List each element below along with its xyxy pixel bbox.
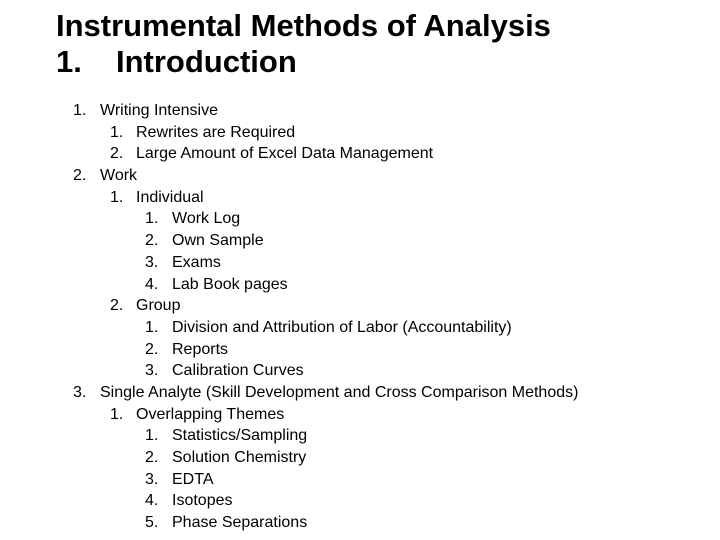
outline-list bbox=[0, 100, 720, 534]
outline-item bbox=[0, 208, 720, 230]
outline-item bbox=[0, 187, 720, 209]
outline-item-text: Group bbox=[136, 297, 181, 315]
outline-item-number: 2. bbox=[110, 145, 124, 163]
outline-item-number: 3. bbox=[145, 253, 159, 271]
outline-item bbox=[0, 295, 720, 317]
outline-item-text: Writing Intensive bbox=[100, 102, 218, 119]
outline-item-text: Phase Separations bbox=[172, 514, 308, 532]
outline-item-number: 4. bbox=[145, 275, 159, 293]
outline-item-text: Work bbox=[100, 167, 138, 185]
outline-item-number: 3. bbox=[73, 383, 87, 401]
outline-item bbox=[0, 100, 720, 122]
outline-item-text: Own Sample bbox=[172, 232, 264, 250]
outline-item-text: Calibration Curves bbox=[172, 362, 304, 380]
outline-item-text: Exams bbox=[172, 253, 221, 271]
outline-item bbox=[0, 360, 720, 382]
outline-item-number: 3. bbox=[145, 362, 159, 380]
outline-item-text: Lab Book pages bbox=[172, 275, 288, 293]
outline-item bbox=[0, 339, 720, 361]
outline-item-number: 3. bbox=[145, 470, 159, 488]
title-line-1: Instrumental Methods of Analysis bbox=[56, 8, 551, 43]
outline-item bbox=[0, 447, 720, 469]
outline-item-text: Large Amount of Excel Data Management bbox=[136, 145, 434, 163]
outline-item-number: 1. bbox=[145, 210, 159, 228]
outline-item-text: Overlapping Themes bbox=[136, 405, 285, 423]
outline-item-text: Statistics/Sampling bbox=[172, 427, 308, 445]
outline-item bbox=[0, 469, 720, 491]
outline-item-number: 4. bbox=[145, 492, 159, 510]
outline-item-text: Reports bbox=[172, 340, 229, 358]
outline-item bbox=[0, 512, 720, 534]
slide-title bbox=[56, 8, 706, 80]
outline-item-number: 1. bbox=[110, 123, 124, 141]
outline-item bbox=[0, 490, 720, 512]
outline-item bbox=[0, 317, 720, 339]
outline-item-number: 2. bbox=[73, 167, 87, 185]
outline-item-number: 2. bbox=[145, 449, 159, 466]
outline-item-number: 2. bbox=[110, 297, 124, 315]
title-text: Introduction bbox=[116, 44, 297, 79]
outline-item bbox=[0, 425, 720, 447]
outline-item-text: Work Log bbox=[172, 210, 241, 228]
outline-item-text: EDTA bbox=[172, 470, 214, 488]
title-number: 1. bbox=[56, 44, 82, 79]
outline-item bbox=[0, 382, 720, 404]
title-line-2 bbox=[56, 44, 706, 80]
outline-item-text: Rewrites are Required bbox=[136, 123, 296, 141]
outline-item-text: Individual bbox=[136, 188, 204, 206]
outline-item bbox=[0, 274, 720, 296]
outline-item-text: Division and Attribution of Labor (Accountability) bbox=[172, 318, 512, 336]
outline-item bbox=[0, 230, 720, 252]
outline-item-number: 1. bbox=[110, 188, 124, 206]
outline-item bbox=[0, 143, 720, 165]
outline-item-number: 1. bbox=[145, 427, 159, 445]
outline-item bbox=[0, 165, 720, 187]
outline-item-text: Isotopes bbox=[172, 492, 233, 510]
outline-item bbox=[0, 404, 720, 426]
outline-item-number: 5. bbox=[145, 514, 159, 532]
outline-item-number: 1. bbox=[73, 102, 87, 119]
outline-item-number: 1. bbox=[145, 318, 159, 336]
outline-item-text: Solution Chemistry bbox=[172, 449, 307, 466]
outline-item bbox=[0, 122, 720, 144]
outline-item-number: 2. bbox=[145, 232, 159, 250]
outline-item bbox=[0, 252, 720, 274]
outline-item-number: 2. bbox=[145, 340, 159, 358]
outline-item-text: Single Analyte (Skill Development and Cross Comparison Methods) bbox=[100, 383, 579, 401]
outline-item-number: 1. bbox=[110, 405, 124, 423]
